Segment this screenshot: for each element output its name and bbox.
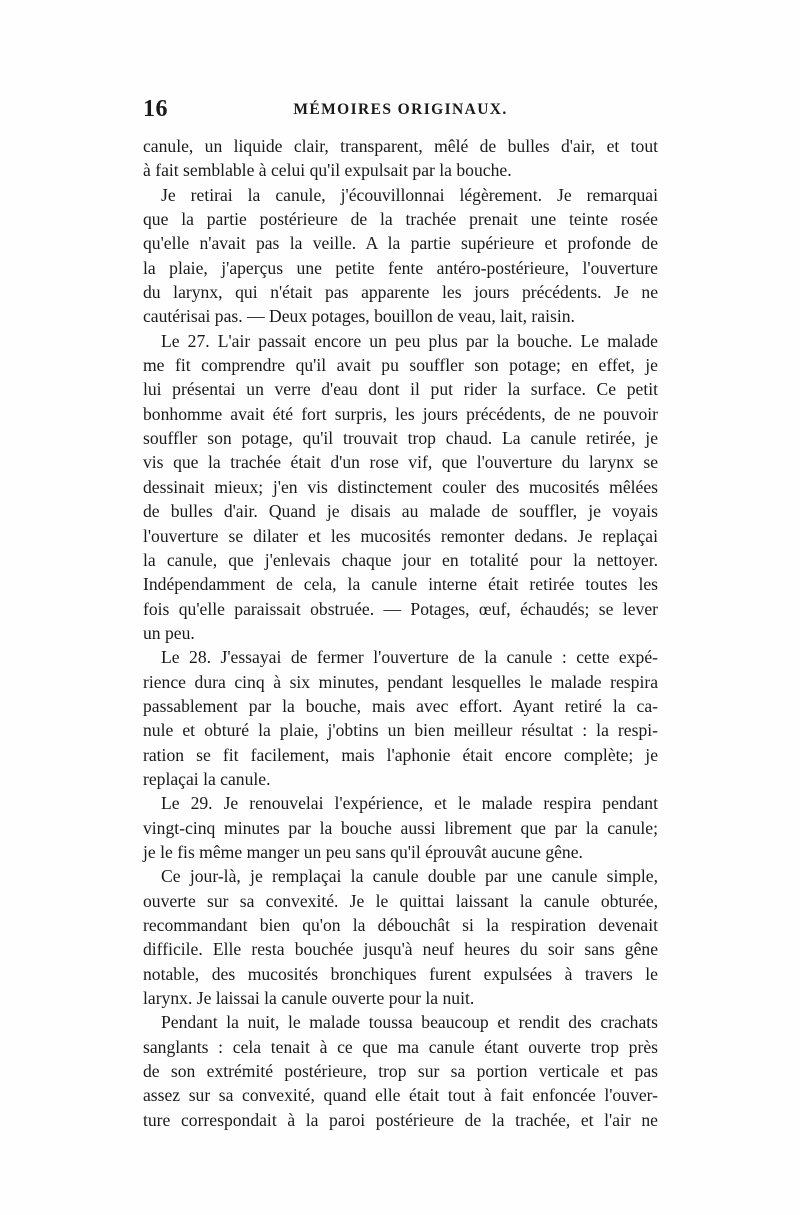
text-line: Le 28. J'essayai de fermer l'ouverture de la canule : cette expé- [161,647,658,668]
text-line: Le 27. L'air passait encore un peu plus par la bouche. Le malade [161,330,658,351]
text-line: ture correspondait à la paroi postérieure de la trachée, et l'air ne [143,1109,658,1130]
text-line: de son extrémité postérieure, trop sur sa portion verticale et pas [143,1061,658,1082]
text-line: lui présentai un verre d'eau dont il put rider la surface. Ce petit [143,379,658,400]
text-line: ration se fit facilement, mais l'aphonie était encore complète; je [143,744,658,765]
text-line: je le fis même manger un peu sans qu'il éprouvât aucune gêne. [143,841,583,862]
text-line: fois qu'elle paraissait obstruée. — Potages, œuf, échaudés; se lever [143,598,658,619]
page-header [143,96,658,126]
text-line: vingt-cinq minutes par la bouche aussi librement que par la canule; [143,817,658,838]
text-line: l'ouverture se dilater et les mucosités remonter dedans. Je replaçai [143,525,658,546]
text-line: la canule, que j'enlevais chaque jour en totalité pour la nettoyer. [143,549,658,570]
text-line: difficile. Elle resta bouchée jusqu'à neuf heures du soir sans gêne [143,939,658,960]
text-line: la plaie, j'aperçus une petite fente antéro-postérieure, l'ouverture [143,257,658,278]
text-line: Indépendamment de cela, la canule interne était retirée toutes les [143,574,658,595]
text-line: recommandant bien qu'on la débouchât si la respiration devenait [143,915,658,935]
text-line: bonhomme avait été fort surpris, les jours précédents, de ne pouvoir [143,403,658,424]
running-head: MÉMOIRES ORIGINAUX. [293,101,508,118]
text-line: Pendant la nuit, le malade toussa beaucoup et rendit des crachats [161,1012,658,1033]
text-line: dessinait mieux; j'en vis distinctement couler des mucosités mêlées [143,476,658,497]
text-line: à fait semblable à celui qu'il expulsait par la bouche. [143,160,512,181]
text-line: rience dura cinq à six minutes, pendant lesquelles le malade respira [143,671,658,692]
text-line: assez sur sa convexité, quand elle était tout à fait enfoncée l'ouver- [143,1085,658,1106]
text-line: larynx. Je laissai la canule ouverte pour la nuit. [143,988,475,1009]
text-line: ouverte sur sa convexité. Je le quittai laissant la canule obturée, [143,890,658,911]
text-line: passablement par la bouche, mais avec effort. Ayant retiré la ca- [143,695,658,716]
text-line: Je retirai la canule, j'écouvillonnai légèrement. Je remarquai [161,184,658,205]
page-number: 16 [143,96,168,122]
text-line: vis que la trachée était d'un rose vif, que l'ouverture du larynx se [143,452,658,473]
text-line: Le 29. Je renouvelai l'expérience, et le malade respira pendant [161,793,658,814]
text-line: nule et obturé la plaie, j'obtins un bien meilleur résultat : la respi- [143,720,658,741]
text-line: un peu. [143,622,195,643]
text-line: notable, des mucosités bronchiques furent expulsées à travers le [143,963,658,984]
text-line: que la partie postérieure de la trachée prenait une teinte rosée [143,209,658,230]
text-line: me fit comprendre qu'il avait pu souffler son potage; en effet, je [143,355,658,376]
text-line: canule, un liquide clair, transparent, mêlé de bulles d'air, et tout [143,136,658,156]
body-text [143,134,658,1132]
text-line: sanglants : cela tenait à ce que ma canule étant ouverte trop près [143,1036,658,1057]
text-line: de bulles d'air. Quand je disais au malade de souffler, je voyais [143,501,658,522]
text-line: replaçai la canule. [143,768,271,789]
text-line: souffler son potage, qu'il trouvait trop chaud. La canule retirée, je [143,428,658,449]
text-line: Ce jour-là, je remplaçai la canule double par une canule simple, [161,866,658,887]
text-line: cautérisai pas. — Deux potages, bouillon de veau, lait, raisin. [143,306,575,327]
text-line: qu'elle n'avait pas la veille. A la partie supérieure et profonde de [143,233,658,254]
text-line: du larynx, qui n'était pas apparente les jours précédents. Je ne [143,282,658,303]
